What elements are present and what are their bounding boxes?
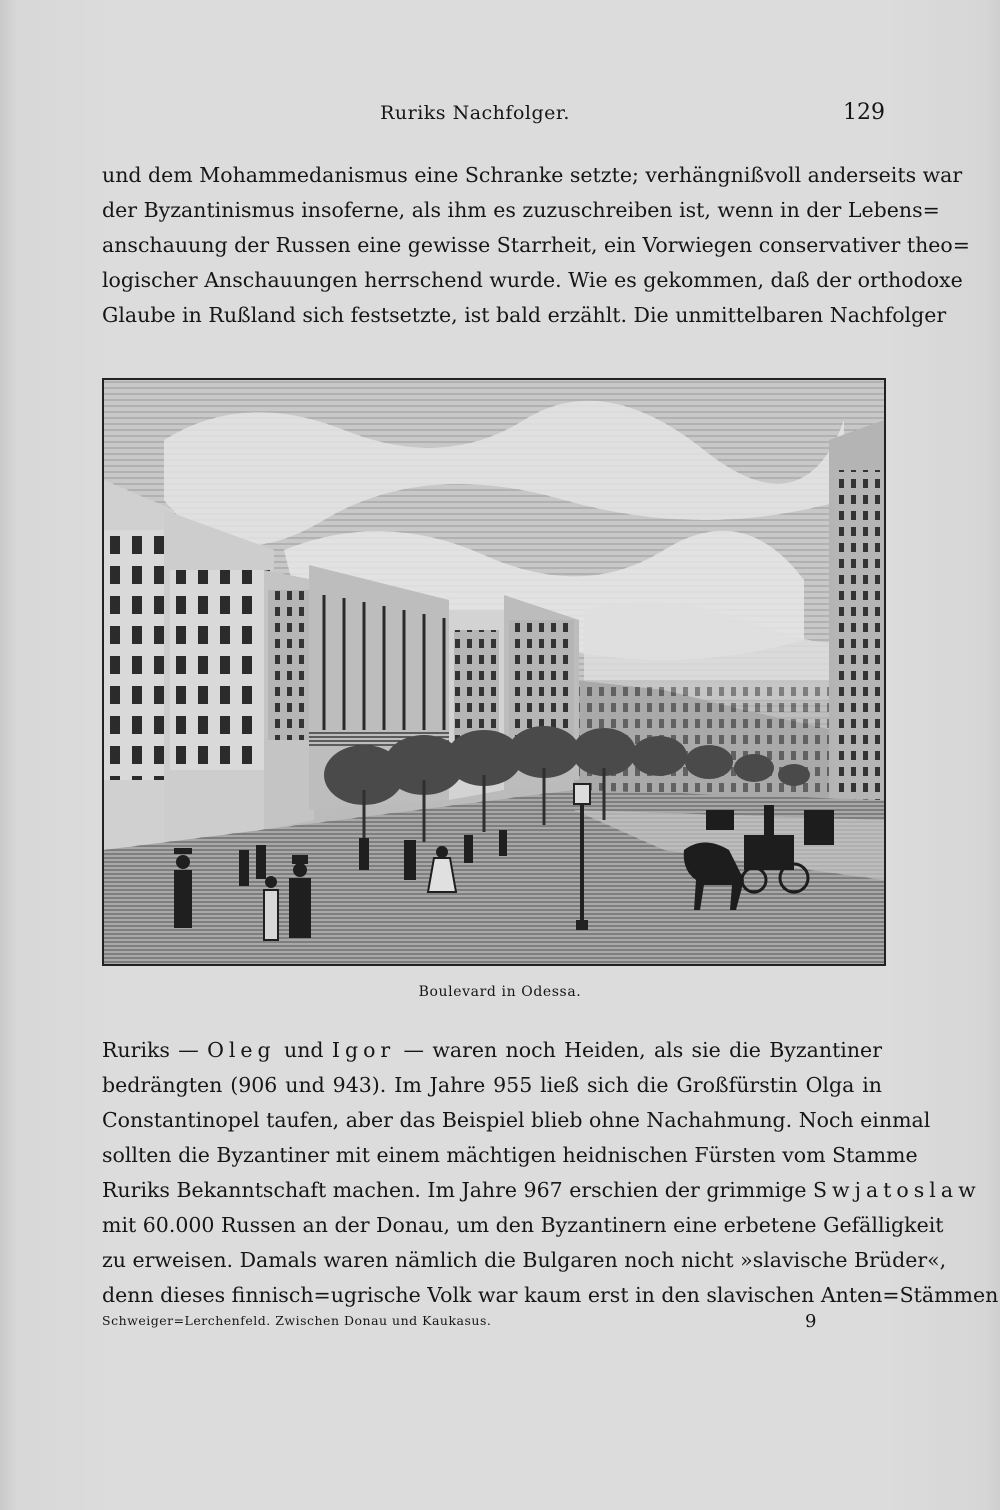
text-line: sollten die Byzantiner mit einem mächtigen heidnischen Fürsten vom Stamme: [102, 1143, 918, 1167]
text-line: bedrängten (906 und 943). Im Jahre 955 ließ sich die Großfürstin Olga in: [102, 1073, 882, 1097]
text-line: der Byzantinismus insoferne, als ihm es zuzuschreiben ist, wenn in der Lebens=: [102, 198, 940, 222]
text-line: logischer Anschauungen herrschend wurde. Wie es gekommen, daß der orthodoxe: [102, 268, 963, 292]
running-title: Ruriks Nachfolger.: [380, 102, 570, 124]
paragraph-bottom: [102, 1033, 999, 1313]
text-line: anschauung der Russen eine gewisse Starrheit, ein Vorwiegen conservativer theo=: [102, 233, 970, 257]
text-line: denn dieses finnisch=ugrische Volk war kaum erst in den slavischen Anten=Stämmen: [102, 1283, 999, 1307]
text-line: und dem Mohammedanismus eine Schranke setzte; verhängnißvoll anderseits war: [102, 163, 963, 187]
signature-mark: 9: [805, 1311, 817, 1332]
text-line: mit 60.000 Russen an der Donau, um den Byzantinern eine erbetene Gefälligkeit: [102, 1213, 944, 1237]
text-line: Constantinopel taufen, aber das Beispiel blieb ohne Nachahmung. Noch einmal: [102, 1108, 931, 1132]
text-line: Glaube in Rußland sich festsetzte, ist bald erzählt. Die unmittelbaren Nachfolger: [102, 303, 947, 327]
text-segment: — waren noch Heiden, als sie die Byzantiner: [395, 1038, 882, 1062]
text-line: zu erweisen. Damals waren nämlich die Bulgaren noch nicht »slavische Brüder«,: [102, 1248, 947, 1272]
spaced-name: Swjatoslaw: [813, 1178, 981, 1202]
page-number: 129: [843, 100, 885, 125]
spaced-name: Igor: [331, 1038, 396, 1062]
figure-caption: Boulevard in Odessa.: [418, 984, 582, 1000]
text-line: [102, 1033, 882, 1068]
text-segment: Ruriks —: [102, 1038, 208, 1062]
text-segment: Ruriks Bekanntschaft machen. Im Jahre 967 erschien der grimmige: [102, 1178, 814, 1202]
text-segment: und: [275, 1038, 332, 1062]
text-line: [102, 1173, 981, 1208]
spaced-name: Oleg: [207, 1038, 276, 1062]
boulevard-engraving: [102, 378, 886, 966]
paragraph-top: [102, 158, 970, 333]
footer-author-title: Schweiger=Lerchenfeld. Zwischen Donau und Kaukasus.: [102, 1313, 492, 1328]
engraving-illustration: [104, 380, 884, 964]
